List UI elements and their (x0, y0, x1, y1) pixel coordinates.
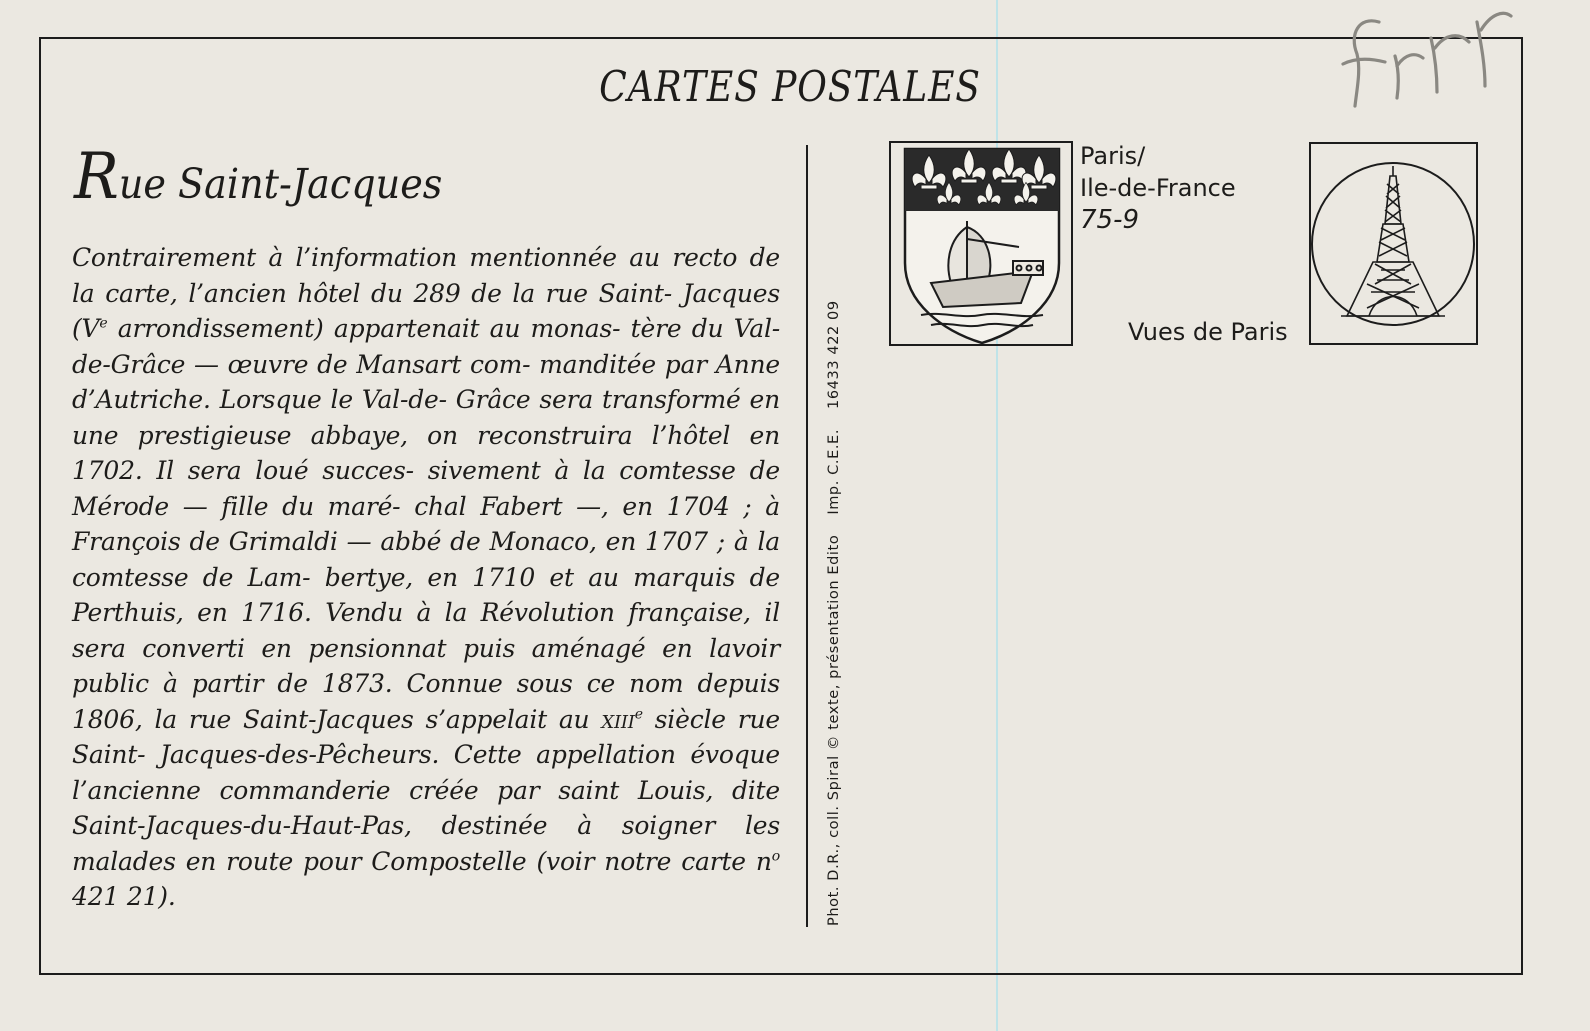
credits-reference: 16433 422 09 (826, 300, 842, 409)
description-line: on reconstruira l’hôtel en 1702. Il sera loué succes- (72, 420, 780, 485)
superscript-e: e (634, 706, 643, 723)
superscript-e: e (99, 315, 108, 332)
description-line: Saint-Jacques s’appelait au (242, 704, 602, 734)
description-line: manditée par Anne d’Autriche. Lorsque le Val-de- (72, 349, 780, 414)
description-line: l’ancienne commanderie créée par saint Louis, dite (72, 775, 780, 805)
description-line: chal Fabert —, en 1704 ; à François de Grimaldi — (72, 491, 780, 556)
region-label (1080, 140, 1236, 236)
description-line: Saint-Jacques-du-Haut-Pas, destinée à soigner les (72, 811, 780, 840)
card-title (74, 140, 442, 214)
address-divider (806, 145, 808, 927)
century-numeral: xiii (601, 704, 635, 734)
description-line: abbé de Monaco, en 1707 ; à la comtesse de Lam- (72, 527, 780, 592)
description-line: Jacques-des-Pêcheurs. Cette appellation évoque (160, 740, 780, 769)
description-line: 1873. Connue sous ce nom depuis 1806, la rue (72, 669, 781, 734)
card-title-rest: ue Saint-Jacques (118, 160, 443, 208)
superscript-o: o (771, 848, 781, 865)
region-code: 75-9 (1080, 205, 1140, 235)
region-line-2: Ile-de-France (1080, 174, 1236, 202)
description-text (72, 240, 780, 915)
credits-printer: Imp. C.E.E. (826, 428, 842, 515)
card-title-initial: R (74, 140, 119, 214)
credits-text (826, 300, 842, 926)
description-line: bertye, en 1710 et au marquis de Perthuis, en 1716. (72, 562, 780, 627)
description-line: Vendu à la Révolution française, il sera converti en (72, 598, 780, 663)
credits-photo: Phot. D.R., coll. Spiral © texte, présentation Edito (826, 534, 842, 926)
description-line: Jacques (V (72, 278, 780, 343)
header-title: CARTES POSTALES (599, 62, 981, 111)
region-line-1: Paris/ (1080, 142, 1146, 170)
paris-coat-of-arms-icon (889, 141, 1073, 346)
description-line: malades en route pour Compostelle (voir notre carte (72, 846, 746, 876)
series-label: Vues de Paris (1128, 318, 1288, 346)
description-line: n (755, 846, 772, 876)
description-line: pensionnat puis aménagé en lavoir public à partir de (72, 633, 780, 698)
eiffel-tower-icon (1309, 142, 1478, 345)
description-line: tère du Val-de-Grâce — œuvre de Mansart com- (72, 314, 780, 379)
description-line: siècle rue Saint- (72, 704, 781, 769)
description-line: arrondissement) appartenait au monas- (107, 314, 621, 343)
description-line: de la carte, l’ancien hôtel du 289 de la rue Saint- (72, 243, 780, 308)
description-line: sivement à la comtesse de Mérode — fille du maré- (72, 456, 780, 521)
description-line: 421 21). (72, 882, 176, 911)
handwritten-note (1335, 4, 1515, 118)
description-line: Grâce sera transformé en une prestigieuse abbaye, (72, 385, 781, 450)
description-line: Contrairement à l’information mentionnée au recto (72, 243, 738, 272)
